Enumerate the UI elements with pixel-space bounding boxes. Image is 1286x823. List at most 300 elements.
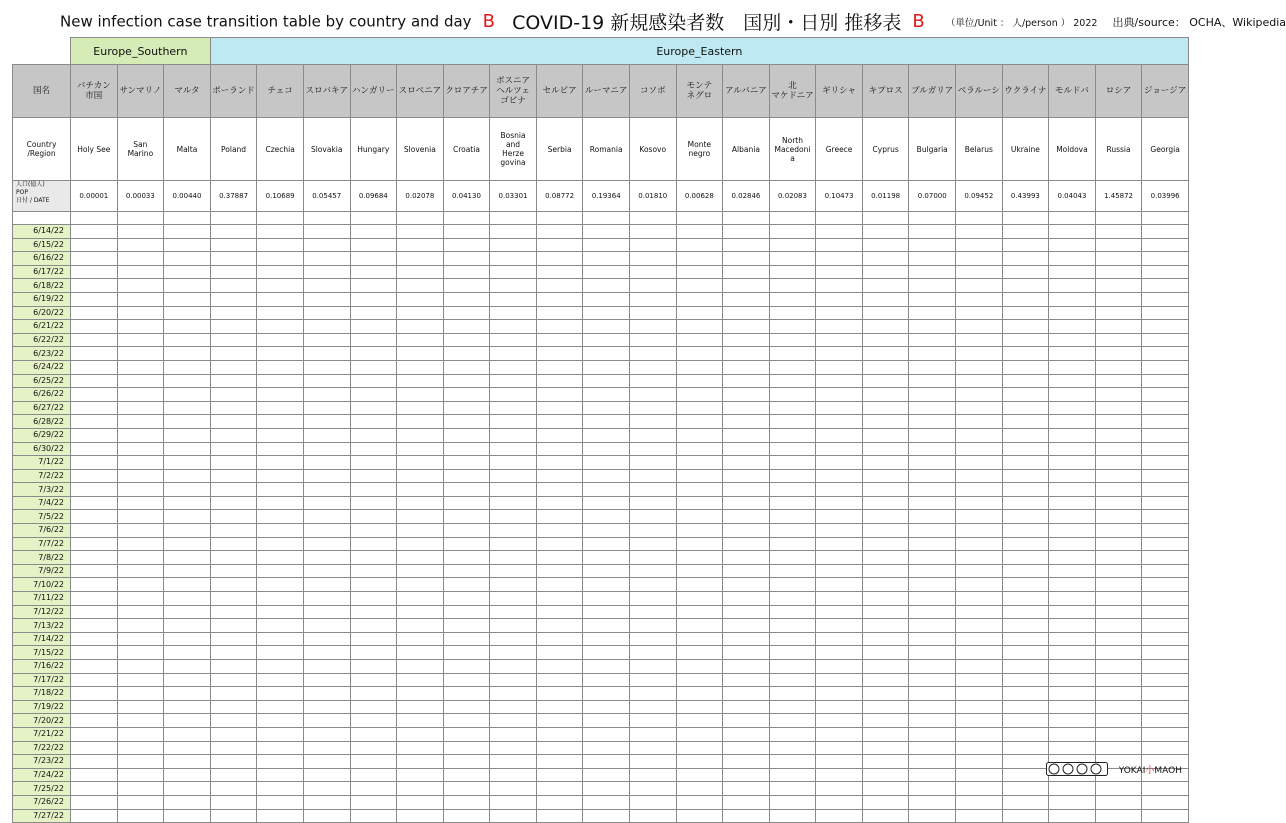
case-count-cell	[1002, 768, 1049, 782]
country-name-en: Cyprus	[862, 118, 909, 181]
case-count-cell	[1095, 292, 1142, 306]
case-count-cell	[816, 469, 863, 483]
case-count-cell	[1095, 347, 1142, 361]
case-count-cell	[210, 496, 257, 510]
case-count-cell	[1049, 741, 1096, 755]
case-count-cell	[303, 700, 350, 714]
case-count-cell	[350, 442, 397, 456]
case-count-cell	[443, 374, 490, 388]
population-value: 0.10473	[816, 181, 863, 212]
table-row	[13, 401, 1189, 415]
case-count-cell	[1002, 755, 1049, 769]
case-count-cell	[1002, 741, 1049, 755]
population-value: 0.43993	[1002, 181, 1049, 212]
case-count-cell	[629, 809, 676, 823]
case-count-cell	[909, 292, 956, 306]
case-count-cell	[1002, 483, 1049, 497]
case-count-cell	[1049, 605, 1096, 619]
case-count-cell	[1049, 510, 1096, 524]
case-count-cell	[862, 483, 909, 497]
case-count-cell	[71, 388, 118, 402]
case-count-cell	[1002, 401, 1049, 415]
case-count-cell	[1049, 524, 1096, 538]
case-count-cell	[909, 306, 956, 320]
case-count-cell	[71, 660, 118, 674]
case-count-cell	[909, 238, 956, 252]
case-count-cell	[769, 401, 816, 415]
case-count-cell	[583, 578, 630, 592]
date-cell: 7/2/22	[13, 469, 71, 483]
case-count-cell	[676, 619, 723, 633]
case-count-cell	[443, 333, 490, 347]
case-count-cell	[629, 795, 676, 809]
case-count-cell	[164, 279, 211, 293]
case-count-cell	[350, 646, 397, 660]
table-row	[13, 252, 1189, 266]
country-name-en: Hungary	[350, 118, 397, 181]
case-count-cell	[1049, 809, 1096, 823]
case-count-cell	[443, 660, 490, 674]
case-count-cell	[723, 578, 770, 592]
case-count-cell	[816, 347, 863, 361]
date-cell: 6/22/22	[13, 333, 71, 347]
case-count-cell	[956, 714, 1003, 728]
case-count-cell	[1049, 320, 1096, 334]
case-count-cell	[490, 673, 537, 687]
case-count-cell	[629, 741, 676, 755]
case-count-cell	[816, 238, 863, 252]
country-name-jp: ロシア	[1095, 65, 1142, 118]
case-count-cell	[536, 660, 583, 674]
case-count-cell	[257, 388, 304, 402]
case-count-cell	[350, 660, 397, 674]
case-count-cell	[71, 809, 118, 823]
case-count-cell	[676, 279, 723, 293]
case-count-cell	[1095, 646, 1142, 660]
case-count-cell	[956, 496, 1003, 510]
country-name-label: 国名	[13, 65, 71, 118]
case-count-cell	[490, 374, 537, 388]
date-cell: 7/8/22	[13, 551, 71, 565]
table-row	[13, 673, 1189, 687]
case-count-cell	[629, 456, 676, 470]
case-count-cell	[303, 238, 350, 252]
case-count-cell	[164, 646, 211, 660]
case-count-cell	[350, 551, 397, 565]
population-value: 0.03301	[490, 181, 537, 212]
case-count-cell	[583, 700, 630, 714]
case-count-cell	[1002, 428, 1049, 442]
case-count-cell	[536, 225, 583, 239]
case-count-cell	[350, 320, 397, 334]
case-count-cell	[490, 578, 537, 592]
case-count-cell	[490, 768, 537, 782]
case-count-cell	[1142, 292, 1189, 306]
case-count-cell	[769, 782, 816, 796]
case-count-cell	[210, 510, 257, 524]
case-count-cell	[164, 483, 211, 497]
case-count-cell	[769, 238, 816, 252]
case-count-cell	[257, 727, 304, 741]
table-row	[13, 605, 1189, 619]
case-count-cell	[1049, 292, 1096, 306]
case-count-cell	[723, 714, 770, 728]
case-count-cell	[164, 727, 211, 741]
case-count-cell	[956, 727, 1003, 741]
case-count-cell	[956, 401, 1003, 415]
case-count-cell	[71, 741, 118, 755]
case-count-cell	[210, 782, 257, 796]
table-row	[13, 333, 1189, 347]
case-count-cell	[629, 483, 676, 497]
case-count-cell	[1002, 388, 1049, 402]
case-count-cell	[397, 795, 444, 809]
country-name-en: Malta	[164, 118, 211, 181]
case-count-cell	[443, 768, 490, 782]
case-count-cell	[490, 320, 537, 334]
case-count-cell	[676, 265, 723, 279]
case-count-cell	[816, 265, 863, 279]
case-count-cell	[1095, 592, 1142, 606]
case-count-cell	[909, 252, 956, 266]
spacer-cell	[1142, 212, 1189, 225]
case-count-cell	[862, 333, 909, 347]
case-count-cell	[257, 401, 304, 415]
case-count-cell	[1002, 646, 1049, 660]
table-row	[13, 524, 1189, 538]
case-count-cell	[723, 415, 770, 429]
case-count-cell	[629, 646, 676, 660]
case-count-cell	[210, 279, 257, 293]
case-count-cell	[71, 265, 118, 279]
case-count-cell	[909, 578, 956, 592]
case-count-cell	[71, 415, 118, 429]
case-count-cell	[117, 292, 164, 306]
case-count-cell	[71, 578, 118, 592]
case-count-cell	[303, 782, 350, 796]
case-count-cell	[443, 605, 490, 619]
spacer-cell	[583, 212, 630, 225]
case-count-cell	[956, 360, 1003, 374]
spacer-cell	[1095, 212, 1142, 225]
case-count-cell	[117, 564, 164, 578]
case-count-cell	[210, 265, 257, 279]
case-count-cell	[629, 388, 676, 402]
case-count-cell	[117, 578, 164, 592]
case-count-cell	[909, 456, 956, 470]
case-count-cell	[862, 496, 909, 510]
case-count-cell	[1142, 496, 1189, 510]
case-count-cell	[350, 632, 397, 646]
date-cell: 7/22/22	[13, 741, 71, 755]
case-count-cell	[629, 415, 676, 429]
case-count-cell	[769, 592, 816, 606]
case-count-cell	[676, 673, 723, 687]
case-count-cell	[210, 673, 257, 687]
case-count-cell	[117, 320, 164, 334]
country-name-en: North Macedoni a	[769, 118, 816, 181]
case-count-cell	[303, 755, 350, 769]
case-count-cell	[257, 537, 304, 551]
case-count-cell	[1142, 347, 1189, 361]
case-count-cell	[397, 632, 444, 646]
case-count-cell	[350, 456, 397, 470]
case-count-cell	[71, 768, 118, 782]
case-count-cell	[1049, 252, 1096, 266]
case-count-cell	[816, 524, 863, 538]
case-count-cell	[1142, 687, 1189, 701]
group-europe-southern: Europe_Southern	[71, 38, 211, 65]
case-count-cell	[956, 238, 1003, 252]
case-count-cell	[583, 388, 630, 402]
date-cell: 7/27/22	[13, 809, 71, 823]
case-count-cell	[769, 388, 816, 402]
case-count-cell	[816, 660, 863, 674]
case-count-cell	[536, 306, 583, 320]
case-count-cell	[862, 782, 909, 796]
spacer-cell	[909, 212, 956, 225]
case-count-cell	[1049, 782, 1096, 796]
case-count-cell	[303, 660, 350, 674]
country-name-jp: クロアチア	[443, 65, 490, 118]
case-count-cell	[164, 551, 211, 565]
case-count-cell	[350, 578, 397, 592]
case-count-cell	[257, 360, 304, 374]
case-count-cell	[629, 660, 676, 674]
case-count-cell	[536, 537, 583, 551]
case-count-cell	[862, 320, 909, 334]
case-count-cell	[71, 632, 118, 646]
country-name-jp: ブルガリア	[909, 65, 956, 118]
spacer-cell	[956, 212, 1003, 225]
case-count-cell	[443, 578, 490, 592]
country-name-en: Belarus	[956, 118, 1003, 181]
case-count-cell	[303, 333, 350, 347]
case-count-cell	[769, 374, 816, 388]
case-count-cell	[257, 646, 304, 660]
case-count-cell	[257, 279, 304, 293]
case-count-cell	[397, 537, 444, 551]
case-count-cell	[303, 510, 350, 524]
spacer-cell	[769, 212, 816, 225]
case-count-cell	[1049, 619, 1096, 633]
case-count-cell	[909, 632, 956, 646]
case-count-cell	[117, 252, 164, 266]
case-count-cell	[1002, 578, 1049, 592]
case-count-cell	[1142, 510, 1189, 524]
case-count-cell	[723, 428, 770, 442]
case-count-cell	[164, 564, 211, 578]
case-count-cell	[816, 727, 863, 741]
case-count-cell	[1002, 510, 1049, 524]
case-count-cell	[1002, 619, 1049, 633]
case-count-cell	[629, 687, 676, 701]
case-count-cell	[629, 292, 676, 306]
case-count-cell	[1095, 795, 1142, 809]
date-cell: 6/24/22	[13, 360, 71, 374]
case-count-cell	[443, 673, 490, 687]
case-count-cell	[164, 782, 211, 796]
case-count-cell	[210, 564, 257, 578]
case-count-cell	[676, 687, 723, 701]
case-count-cell	[397, 320, 444, 334]
case-count-cell	[536, 795, 583, 809]
spacer-cell	[257, 212, 304, 225]
case-count-cell	[350, 388, 397, 402]
case-count-cell	[909, 660, 956, 674]
case-count-cell	[723, 320, 770, 334]
case-count-cell	[1095, 537, 1142, 551]
case-count-cell	[769, 510, 816, 524]
case-count-cell	[490, 306, 537, 320]
case-count-cell	[257, 456, 304, 470]
country-name-jp: チェコ	[257, 65, 304, 118]
case-count-cell	[676, 741, 723, 755]
case-count-cell	[210, 755, 257, 769]
case-count-cell	[303, 225, 350, 239]
case-count-cell	[1002, 456, 1049, 470]
case-count-cell	[350, 795, 397, 809]
case-count-cell	[862, 238, 909, 252]
case-count-cell	[71, 646, 118, 660]
case-count-cell	[1049, 347, 1096, 361]
case-count-cell	[1142, 551, 1189, 565]
case-count-cell	[769, 578, 816, 592]
case-count-cell	[909, 524, 956, 538]
case-count-cell	[1095, 238, 1142, 252]
case-count-cell	[723, 660, 770, 674]
case-count-cell	[629, 442, 676, 456]
case-count-cell	[210, 428, 257, 442]
case-count-cell	[769, 483, 816, 497]
case-count-cell	[1002, 524, 1049, 538]
case-count-cell	[350, 537, 397, 551]
case-count-cell	[769, 469, 816, 483]
case-count-cell	[397, 374, 444, 388]
case-count-cell	[1002, 673, 1049, 687]
case-count-cell	[1049, 306, 1096, 320]
case-count-cell	[164, 320, 211, 334]
case-count-cell	[536, 320, 583, 334]
case-count-cell	[350, 605, 397, 619]
case-count-cell	[210, 456, 257, 470]
date-cell: 6/28/22	[13, 415, 71, 429]
case-count-cell	[1002, 551, 1049, 565]
case-count-cell	[1095, 741, 1142, 755]
case-count-cell	[1002, 306, 1049, 320]
case-count-cell	[490, 632, 537, 646]
case-count-cell	[257, 510, 304, 524]
date-cell: 6/21/22	[13, 320, 71, 334]
date-cell: 7/9/22	[13, 564, 71, 578]
case-count-cell	[257, 238, 304, 252]
case-count-cell	[71, 306, 118, 320]
case-count-cell	[862, 592, 909, 606]
case-count-cell	[956, 469, 1003, 483]
case-count-cell	[1095, 320, 1142, 334]
case-count-cell	[1142, 483, 1189, 497]
table-row	[13, 632, 1189, 646]
case-count-cell	[1002, 795, 1049, 809]
case-count-cell	[676, 755, 723, 769]
case-count-cell	[1002, 469, 1049, 483]
case-count-cell	[1049, 428, 1096, 442]
case-count-cell	[956, 646, 1003, 660]
case-count-cell	[723, 564, 770, 578]
case-count-cell	[1049, 360, 1096, 374]
population-value: 0.00033	[117, 181, 164, 212]
case-count-cell	[956, 619, 1003, 633]
date-cell: 7/23/22	[13, 755, 71, 769]
case-count-cell	[536, 619, 583, 633]
case-count-cell	[443, 782, 490, 796]
case-count-cell	[117, 279, 164, 293]
case-count-cell	[210, 795, 257, 809]
case-count-cell	[210, 415, 257, 429]
case-count-cell	[1142, 537, 1189, 551]
case-count-cell	[397, 265, 444, 279]
case-count-cell	[397, 252, 444, 266]
table-row	[13, 510, 1189, 524]
table-row	[13, 292, 1189, 306]
case-count-cell	[1002, 809, 1049, 823]
country-name-jp: ジョージア	[1142, 65, 1189, 118]
case-count-cell	[769, 442, 816, 456]
table-row	[13, 578, 1189, 592]
case-count-cell	[257, 795, 304, 809]
case-count-cell	[909, 469, 956, 483]
case-count-cell	[956, 660, 1003, 674]
case-count-cell	[956, 592, 1003, 606]
case-count-cell	[303, 592, 350, 606]
case-count-cell	[862, 225, 909, 239]
case-count-cell	[303, 632, 350, 646]
case-count-cell	[1049, 660, 1096, 674]
case-count-cell	[769, 755, 816, 769]
case-count-cell	[583, 619, 630, 633]
population-value: 0.00628	[676, 181, 723, 212]
case-count-cell	[303, 360, 350, 374]
case-count-cell	[71, 360, 118, 374]
table-row	[13, 551, 1189, 565]
case-count-cell	[303, 428, 350, 442]
spacer-cell	[676, 212, 723, 225]
case-count-cell	[397, 551, 444, 565]
case-count-cell	[117, 673, 164, 687]
case-count-cell	[816, 374, 863, 388]
table-row	[13, 687, 1189, 701]
case-count-cell	[629, 374, 676, 388]
case-count-cell	[210, 687, 257, 701]
case-count-cell	[862, 510, 909, 524]
case-count-cell	[303, 496, 350, 510]
case-count-cell	[583, 714, 630, 728]
case-count-cell	[723, 374, 770, 388]
case-count-cell	[490, 442, 537, 456]
case-count-cell	[490, 619, 537, 633]
case-count-cell	[536, 510, 583, 524]
spacer-cell	[723, 212, 770, 225]
case-count-cell	[629, 727, 676, 741]
case-count-cell	[629, 360, 676, 374]
case-count-cell	[629, 632, 676, 646]
case-count-cell	[117, 442, 164, 456]
case-count-cell	[1002, 592, 1049, 606]
case-count-cell	[210, 238, 257, 252]
case-count-cell	[536, 646, 583, 660]
case-count-cell	[164, 360, 211, 374]
case-count-cell	[1142, 333, 1189, 347]
